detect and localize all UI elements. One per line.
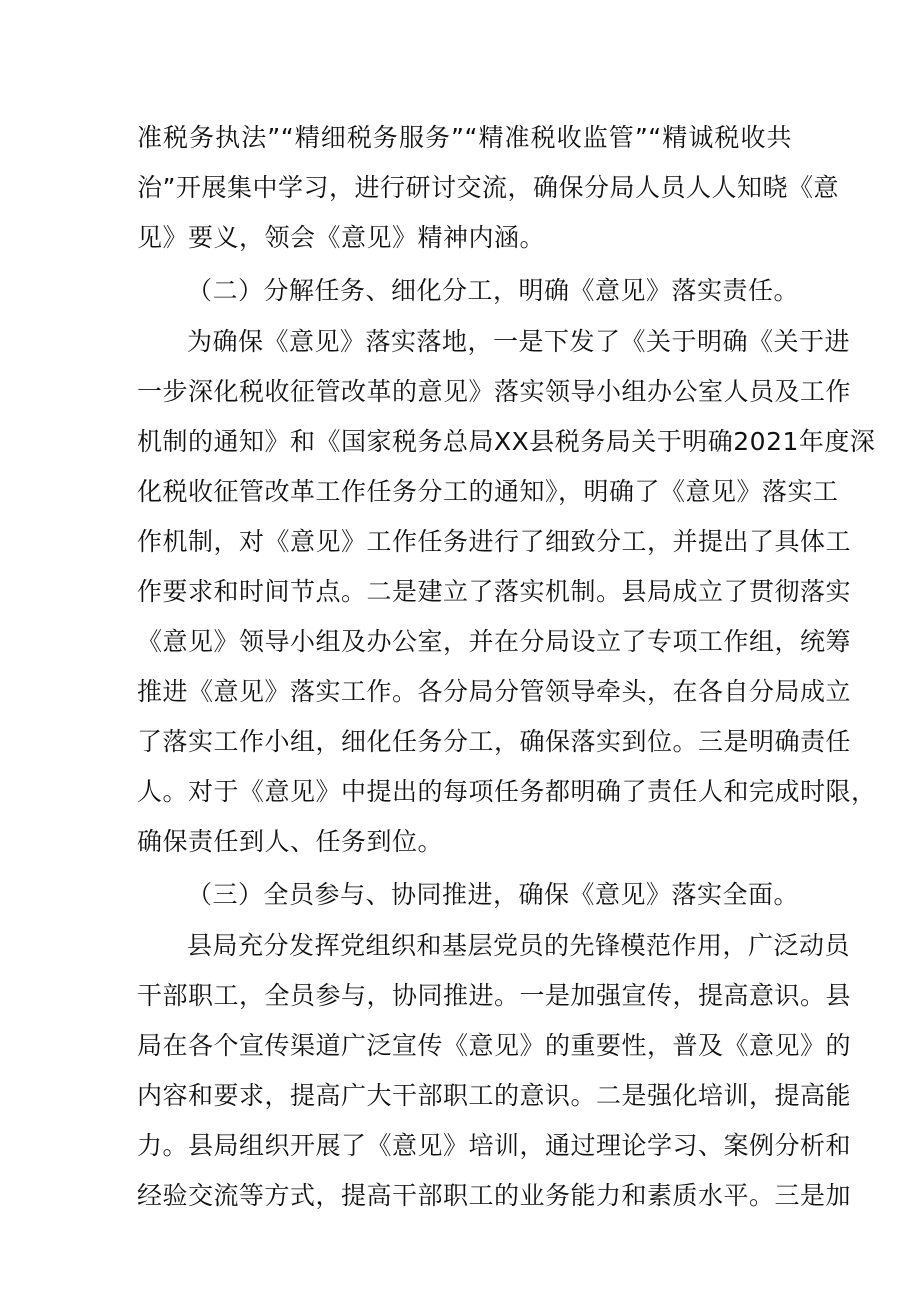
section-heading: （二）分解任务、细化分工，明确《意见》落实责任。 [187, 276, 800, 305]
paragraph-line: 《意见》领导小组及办公室，并在分局设立了专项工作组，统筹 [137, 627, 852, 656]
paragraph-line: 确保责任到人、任务到位。 [137, 827, 444, 856]
paragraph-line: 为确保《意见》落实落地，一是下发了《关于明确《关于进 [187, 327, 851, 356]
paragraph-line: 干部职工，全员参与，协同推进。一是加强宣传，提高意识。县 [137, 981, 852, 1010]
paragraph-line: 内容和要求，提高广大干部职工的意识。二是强化培训，提高能 [137, 1081, 852, 1110]
paragraph-line: 县局充分发挥党组织和基层党员的先锋模范作用，广泛动员 [187, 931, 851, 960]
paragraph-line: 一步深化税收征管改革的意见》落实领导小组办公室人员及工作 [137, 377, 852, 406]
paragraph-line: 治”开展集中学习，进行研讨交流，确保分局人员人人知晓《意 [137, 173, 839, 202]
paragraph-line: 准税务执法”“精细税务服务”“精准税收监管”“精诚税收共 [137, 123, 792, 152]
paragraph-line: 作要求和时间节点。二是建立了落实机制。县局成立了贯彻落实 [137, 577, 852, 606]
paragraph-line: 经验交流等方式，提高干部职工的业务能力和素质水平。三是加 [137, 1181, 852, 1210]
paragraph-line: 机制的通知》和《国家税务总局XX县税务局关于明确2021年度深 [137, 427, 876, 456]
paragraph-line: 作机制，对《意见》工作任务进行了细致分工，并提出了具体工 [137, 527, 852, 556]
paragraph-line: 推进《意见》落实工作。各分局分管领导牵头，在各自分局成立 [137, 677, 852, 706]
paragraph-line: 见》要义，领会《意见》精神内涵。 [137, 223, 546, 252]
paragraph-line: 了落实工作小组，细化任务分工，确保落实到位。三是明确责任 [137, 727, 852, 756]
paragraph-line: 力。县局组织开展了《意见》培训，通过理论学习、案例分析和 [137, 1131, 852, 1160]
paragraph-line: 局在各个宣传渠道广泛宣传《意见》的重要性，普及《意见》的 [137, 1031, 852, 1060]
paragraph-line: 人。对于《意见》中提出的每项任务都明确了责任人和完成时限， [137, 777, 877, 806]
section-heading: （三）全员参与、协同推进，确保《意见》落实全面。 [187, 880, 800, 909]
paragraph-line: 化税收征管改革工作任务分工的通知》，明确了《意见》落实工 [137, 477, 839, 506]
